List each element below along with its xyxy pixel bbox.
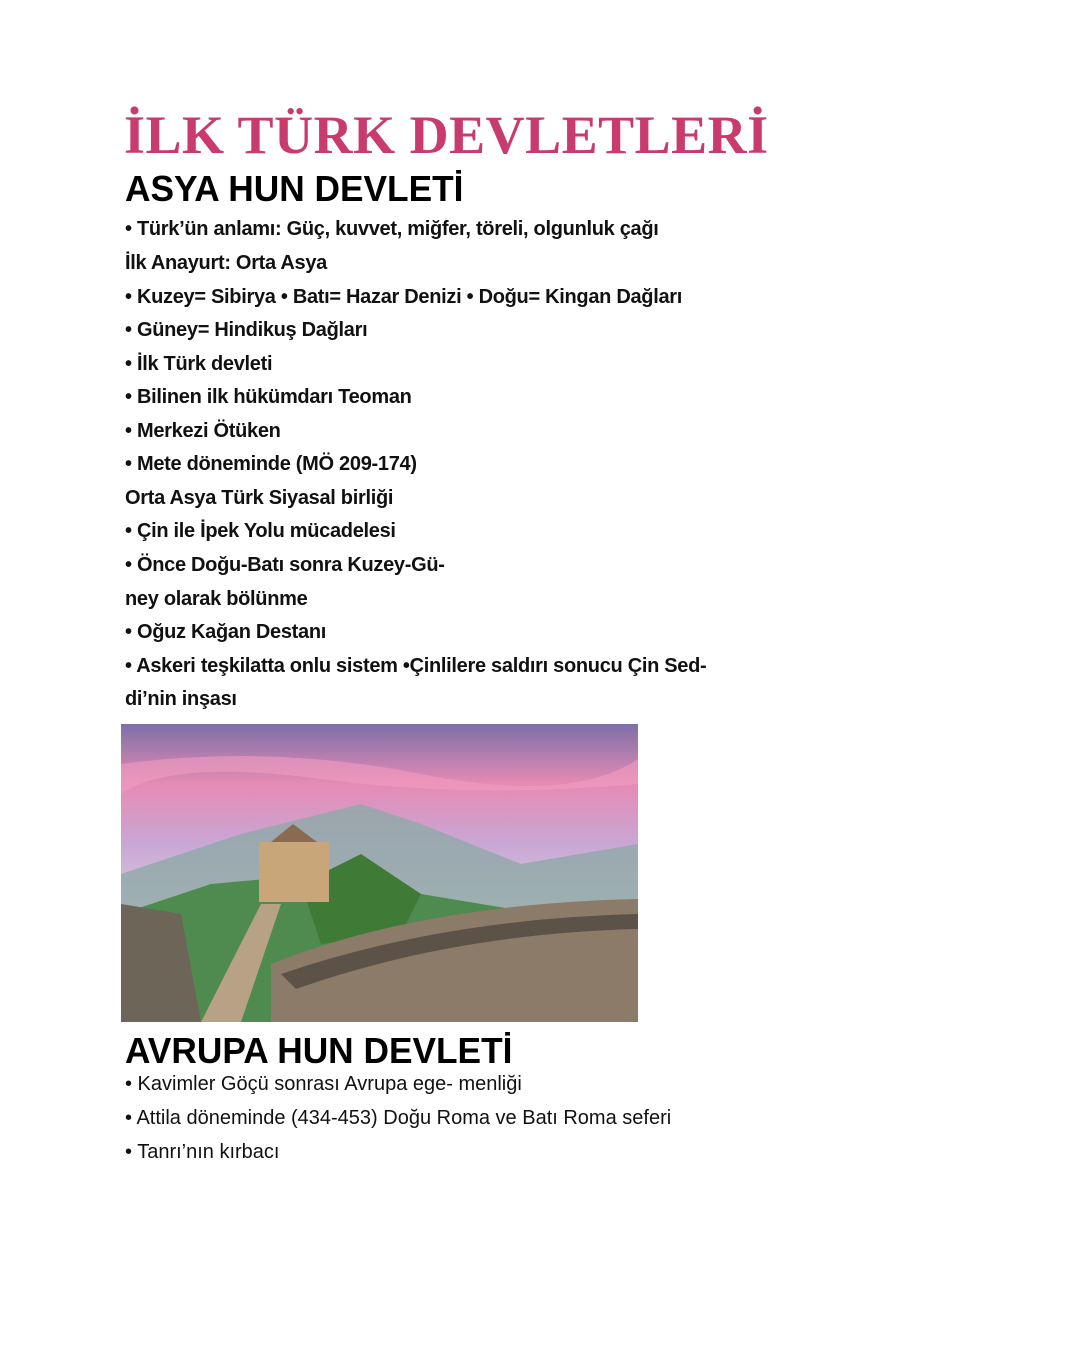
- list-item: Orta Asya Türk Siyasal birliği: [125, 487, 394, 509]
- section-heading-avrupa: AVRUPA HUN DEVLETİ: [125, 1030, 513, 1071]
- great-wall-photo: [121, 724, 638, 1022]
- list-item: • Tanrı’nın kırbacı: [125, 1141, 280, 1163]
- list-item: • Oğuz Kağan Destanı: [125, 621, 327, 643]
- list-item: di’nin inşası: [125, 688, 237, 710]
- list-item: • Kuzey= Sibirya • Batı= Hazar Denizi • Doğu= Kingan Dağları: [125, 286, 683, 308]
- list-item: • Mete döneminde (MÖ 209-174): [125, 453, 417, 475]
- list-item: • Bilinen ilk hükümdarı Teoman: [125, 386, 412, 408]
- list-item: İlk Anayurt: Orta Asya: [125, 252, 327, 274]
- page-title: İLK TÜRK DEVLETLERİ: [124, 105, 769, 165]
- list-item: • Merkezi Ötüken: [125, 420, 281, 442]
- list-item: • Kavimler Göçü sonrası Avrupa ege- menliği: [125, 1073, 522, 1095]
- list-item: • Attila döneminde (434-453) Doğu Roma ve Batı Roma seferi: [125, 1107, 672, 1129]
- list-item: • Önce Doğu-Batı sonra Kuzey-Gü-: [125, 554, 445, 576]
- list-item: ney olarak bölünme: [125, 588, 308, 610]
- list-item: • Türk’ün anlamı: Güç, kuvvet, miğfer, töreli, olgunluk çağı: [125, 218, 659, 240]
- list-item: • İlk Türk devleti: [125, 353, 273, 375]
- list-item: • Askeri teşkilatta onlu sistem •Çinlilere saldırı sonucu Çin Sed-: [125, 655, 707, 677]
- section-heading-asya: ASYA HUN DEVLETİ: [125, 168, 464, 209]
- list-item: • Çin ile İpek Yolu mücadelesi: [125, 520, 396, 542]
- list-item: • Güney= Hindikuş Dağları: [125, 319, 368, 341]
